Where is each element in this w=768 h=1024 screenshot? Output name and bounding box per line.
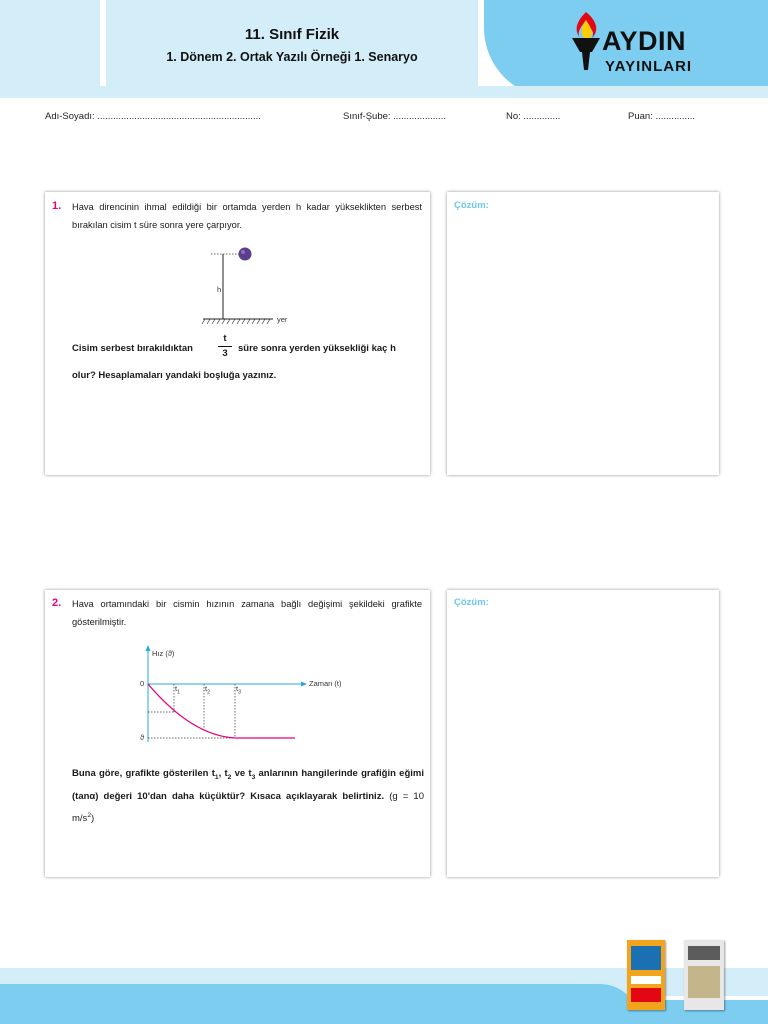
name-field[interactable]: Adı-Soyadı: .............................................................. (45, 111, 261, 122)
logo-text-yayinlari: YAYINLARI (605, 58, 693, 75)
solution-1-label: Çözüm: (454, 200, 489, 211)
question-1-box (45, 192, 430, 475)
fraction-denominator: 3 (222, 348, 228, 359)
t1-label: $t_1$ (175, 684, 181, 696)
solution-2-box[interactable] (447, 590, 719, 877)
question-1-prompt-a: Cisim serbest bırakıldıktan (72, 343, 193, 354)
book-1-art-2 (631, 988, 661, 1002)
t2-label: $t_2$ (205, 684, 211, 696)
t3-label: $t_3$ (236, 684, 242, 696)
question-2-number: 2. (52, 597, 62, 609)
origin-label: 0 (140, 679, 145, 688)
book-2-header (688, 946, 720, 960)
page-subtitle: 1. Dönem 2. Ortak Yazılı Örneği 1. Senaryo (166, 50, 418, 64)
solution-2-label: Çözüm: (454, 597, 489, 608)
solution-1-box[interactable] (447, 192, 719, 475)
question-1-number: 1. (52, 200, 62, 212)
header-band-left (0, 0, 100, 86)
question-1-prompt-c: olur? Hesaplamaları yandaki boşluğa yazınız. (72, 370, 277, 381)
y-axis-label: Hız (ϑ) (152, 649, 175, 658)
free-fall-figure (195, 245, 305, 329)
fraction-bar (218, 346, 232, 347)
score-field[interactable]: Puan: ............... (628, 111, 696, 122)
y-value-label: ϑ (140, 733, 145, 742)
header-band-center (106, 0, 478, 86)
ground-label: yer (277, 315, 288, 324)
book-1-band (631, 976, 661, 984)
class-field[interactable]: Sınıf-Şube: .................... (343, 111, 446, 122)
question-1-prompt-b: süre sonra yerden yüksekliği kaç h (238, 343, 396, 354)
height-label: h (217, 285, 222, 294)
torch-logo-icon (566, 8, 606, 72)
book-2-art (688, 966, 720, 998)
logo-text-aydin: AYDIN (602, 26, 687, 56)
page-title: 11. Sınıf Fizik (244, 26, 340, 43)
fraction (218, 333, 232, 360)
question-2-text: Hava ortamındaki bir cismin hızının zamana bağlı değişimi şekildeki grafikte gösterilmiştir. (72, 599, 422, 627)
book-1-art (631, 946, 661, 970)
book-cover-1 (627, 940, 665, 1010)
question-1-text: Hava direncinin ihmal edildiği bir ortamda yerden h kadar yükseklikten serbest bırakılan cisim t süre sonra yere çarpıyor. (72, 202, 422, 230)
x-axis-label: Zaman (t) (309, 679, 342, 688)
book-cover-2 (684, 940, 724, 1010)
number-field[interactable]: No: .............. (506, 111, 561, 122)
question-2-prompt: Buna göre, grafikte gösterilen $t_1$, $t_2$ ve $t_3$ anlarının hangilerinde grafiğin eğimi (tanα) değeri 10'dan daha küçüktür? Kısaca açıklayarak belirtiniz. (g = 10 $m/s^2$) (72, 768, 425, 825)
header-bottom-bar (0, 86, 768, 98)
fraction-numerator: t (223, 333, 227, 344)
